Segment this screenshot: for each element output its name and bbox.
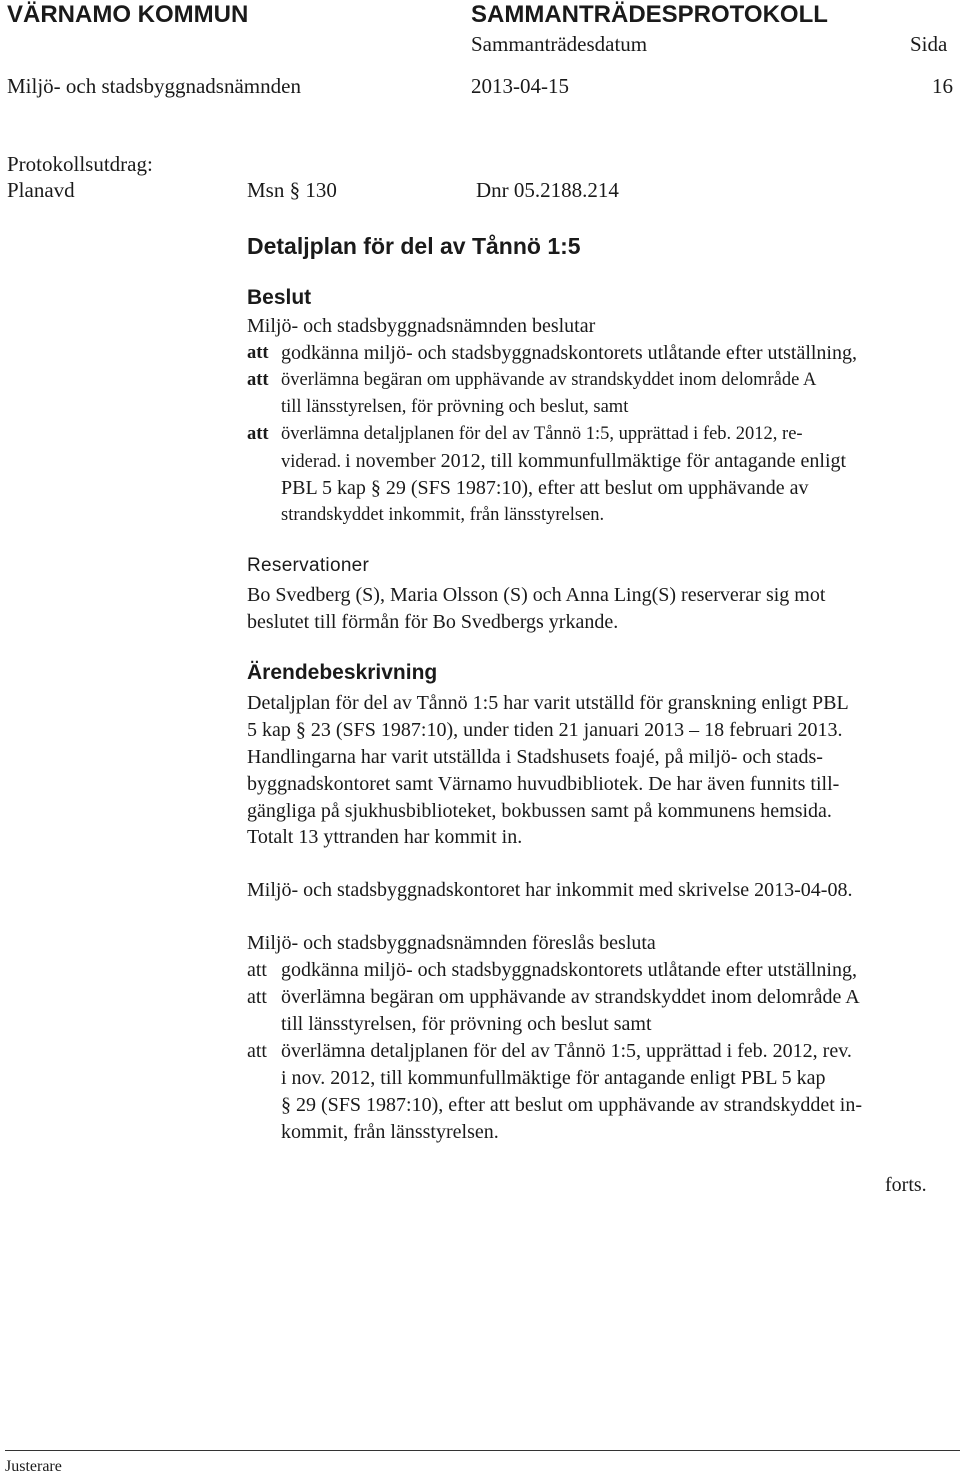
arendebeskrivning-line-4: byggnadskontoret samt Värnamo huvudbibliotek. De har även funnits till- — [247, 773, 840, 795]
beslut-att-2-line-1: överlämna begäran om upphävande av strandskyddet inom delområde A — [281, 370, 817, 390]
beslut-att-2-line-2: till länsstyrelsen, för prövning och beslut, samt — [281, 397, 629, 417]
beslut-att-1-keyword: att — [247, 343, 269, 363]
page-number: 16 — [932, 74, 953, 98]
beslut-att-3-line-1-text: överlämna detaljplanen för del av Tånnö 1:5, upprättad i feb. 2012, re- — [281, 424, 803, 444]
document-title: Detaljplan för del av Tånnö 1:5 — [247, 233, 581, 259]
forslag-att-3-line-3: § 29 (SFS 1987:10), efter att beslut om upphävande av strandskyddet in- — [281, 1094, 863, 1116]
beslut-intro: Miljö- och stadsbyggnadsnämnden beslutar — [247, 315, 596, 337]
reservationer-heading: Reservationer — [247, 555, 370, 576]
beslut-att-3-line-4: strandskyddet inkommit, från länsstyrelsen. — [281, 505, 605, 525]
arendebeskrivning-line-3: Handlingarna har varit utställda i Stadshusets foajé, på miljö- och stads- — [247, 746, 823, 768]
forslag-att-3-line-4: kommit, från länsstyrelsen. — [281, 1121, 499, 1143]
beslut-att-3-keyword: att — [247, 424, 269, 444]
meeting-date-label: Sammanträdesdatum — [471, 32, 648, 56]
extract-label: Protokollsutdrag: — [7, 152, 153, 176]
reservationer-line-1: Bo Svedberg (S), Maria Olsson (S) och Anna Ling(S) reserverar sig mot — [247, 584, 826, 606]
forslag-att-3-line-1: överlämna detaljplanen för del av Tånnö 1:5, upprättad i feb. 2012, rev. — [281, 1040, 852, 1062]
arendebeskrivning-line-2: 5 kap § 23 (SFS 1987:10), under tiden 21 januari 2013 – 18 februari 2013. — [247, 719, 843, 741]
page-label: Sida — [910, 32, 948, 56]
organization-name: VÄRNAMO KOMMUN — [7, 1, 249, 28]
department: Planavd — [7, 178, 75, 202]
forslag-att-3-keyword: att — [247, 1040, 267, 1062]
skrivelse-note: Miljö- och stadsbyggnadskontoret har inkommit med skrivelse 2013-04-08. — [247, 879, 853, 901]
forslag-att-1-keyword: att — [247, 959, 267, 981]
reservationer-line-2: beslutet till förmån för Bo Svedbergs yrkande. — [247, 611, 619, 633]
section-number: Msn § 130 — [247, 178, 337, 202]
case-number: Dnr 05.2188.214 — [476, 178, 619, 202]
beslut-att-3-line-2a: viderad. — [281, 452, 342, 472]
arendebeskrivning-line-5: gängliga på sjukhusbiblioteket, bokbussen samt på kommunens hemsida. — [247, 800, 832, 822]
arendebeskrivning-line-6: Totalt 13 yttranden har kommit in. — [247, 826, 523, 848]
meeting-date: 2013-04-15 — [471, 74, 569, 98]
beslut-att-3-line-3: PBL 5 kap § 29 (SFS 1987:10), efter att beslut om upphävande av — [281, 477, 809, 499]
continued-note: forts. — [885, 1174, 927, 1196]
document-type: SAMMANTRÄDESPROTOKOLL — [471, 1, 828, 28]
forslag-att-2-line-2: till länsstyrelsen, för prövning och beslut samt — [281, 1013, 652, 1035]
beslut-att-2-keyword: att — [247, 370, 269, 390]
beslut-att-3-line-2 — [281, 448, 846, 476]
forslag-intro: Miljö- och stadsbyggnadsnämnden föreslås besluta — [247, 932, 656, 954]
footer-divider — [5, 1450, 960, 1451]
justerare-label: Justerare — [5, 1458, 62, 1475]
beslut-att-1-text: godkänna miljö- och stadsbyggnadskontorets utlåtande efter utställning, — [281, 342, 857, 364]
forslag-att-2-line-1: överlämna begäran om upphävande av strandskyddet inom delområde A — [281, 986, 860, 1008]
committee-name: Miljö- och stadsbyggnadsnämnden — [7, 74, 301, 98]
beslut-att-3-line-2b: i november 2012, till kommunfullmäktige för antagande enligt — [345, 450, 847, 472]
beslut-att-3-line-1 — [281, 421, 803, 448]
arendebeskrivning-line-1: Detaljplan för del av Tånnö 1:5 har varit utställd för granskning enligt PBL — [247, 692, 849, 714]
forslag-att-1-text: godkänna miljö- och stadsbyggnadskontorets utlåtande efter utställning, — [281, 959, 857, 981]
forslag-att-2-keyword: att — [247, 986, 267, 1008]
arendebeskrivning-heading: Ärendebeskrivning — [247, 661, 438, 684]
beslut-heading: Beslut — [247, 286, 312, 309]
forslag-att-3-line-2: i nov. 2012, till kommunfullmäktige för antagande enligt PBL 5 kap — [281, 1067, 826, 1089]
